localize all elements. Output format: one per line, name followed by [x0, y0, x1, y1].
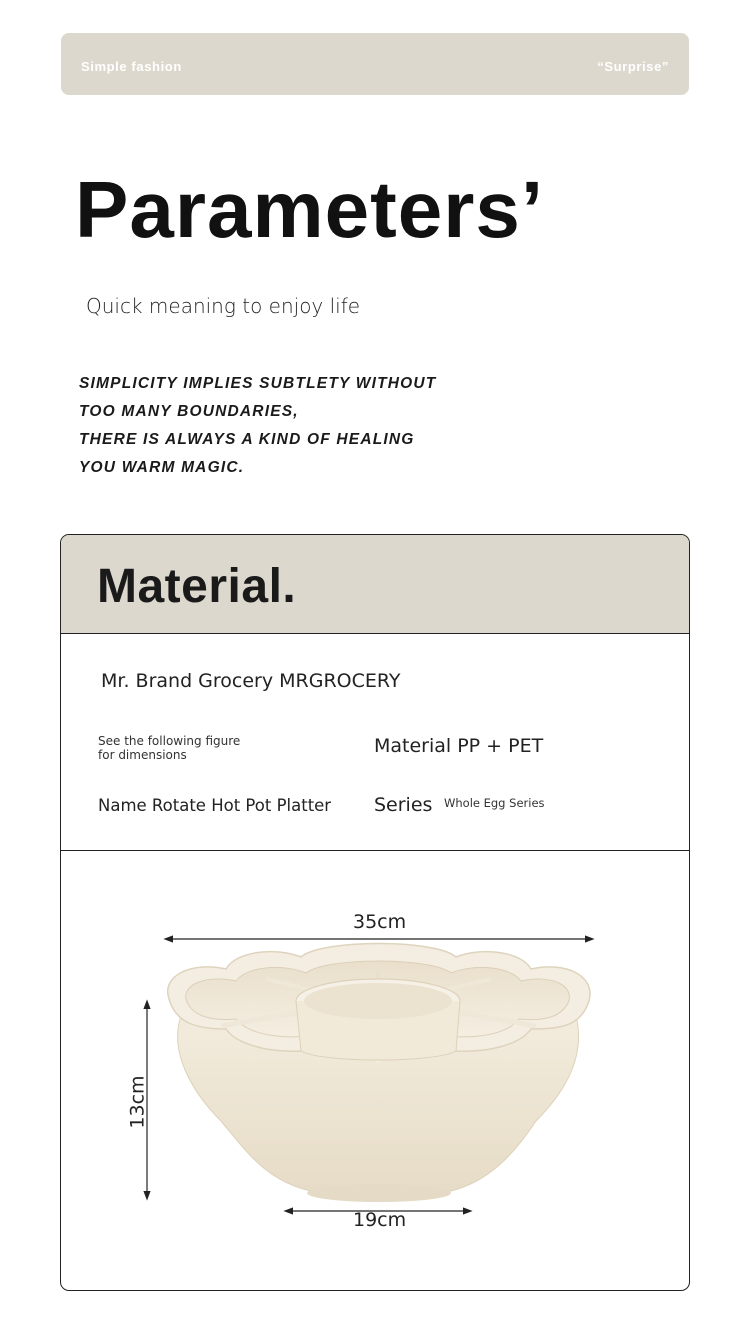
base-label: 19cm [353, 1209, 407, 1231]
height-label: 13cm [126, 1075, 149, 1129]
dimension-note-line: for dimensions [98, 748, 187, 762]
dimension-note [98, 734, 240, 762]
top-banner [61, 33, 689, 95]
series-label: Series [374, 794, 433, 816]
page-title: Parameters’ [75, 165, 545, 254]
tagline-line: THERE IS ALWAYS A KIND OF HEALING [79, 431, 415, 448]
platter-illustration [168, 944, 590, 1203]
product-name-text: Name Rotate Hot Pot Platter [98, 796, 332, 815]
brand-text: Mr. Brand Grocery MRGROCERY [101, 670, 401, 692]
tagline-line: SIMPLICITY IMPLIES SUBTLETY WITHOUT [79, 375, 437, 392]
card-header-title: Material. [97, 560, 297, 613]
series-value: Whole Egg Series [444, 796, 545, 810]
tagline [79, 370, 436, 482]
card-header [61, 535, 689, 634]
specs-section [61, 634, 689, 851]
page-subtitle: Quick meaning to enjoy life [86, 294, 361, 318]
parameters-card [60, 534, 690, 1291]
width-label: 35cm [353, 911, 407, 933]
banner-left-text: Simple fashion [81, 59, 182, 74]
banner-right-text: “Surprise” [597, 59, 669, 74]
product-figure [61, 851, 689, 1291]
tagline-line: TOO MANY BOUNDARIES, [79, 403, 299, 420]
tagline-line: YOU WARM MAGIC. [79, 459, 245, 476]
material-text: Material PP + PET [374, 735, 544, 757]
dimension-note-line: See the following figure [98, 734, 241, 748]
